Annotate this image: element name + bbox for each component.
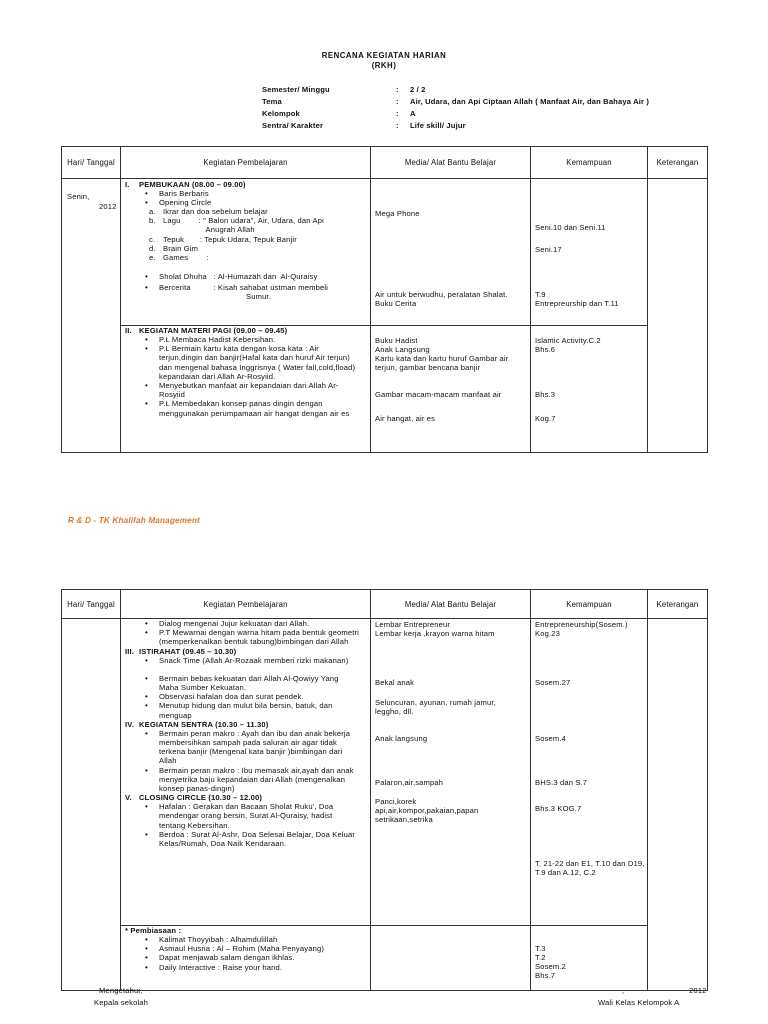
list-item: • P.L Membaca Hadist Kebersihan. xyxy=(159,335,360,344)
media-cell xyxy=(371,926,531,991)
meta-label: Sentra/ Karakter xyxy=(262,121,324,130)
table-row xyxy=(62,179,708,326)
media-item: Air untuk berwudhu, peralatan Shalat. xyxy=(375,290,508,299)
kemampuan-item: Bhs.6 xyxy=(535,345,556,354)
table-header-row xyxy=(62,147,708,179)
header-cell: Media/ Alat Bantu Belajar xyxy=(371,147,531,179)
day-year: 2012 xyxy=(99,202,117,211)
header-cell: Kemampuan xyxy=(531,147,648,179)
kemampuan-item: Bhs.3 KOG.7 xyxy=(535,804,582,813)
sub-list xyxy=(121,207,370,262)
section-heading: IV. KEGIATAN SENTRA (10.30 – 11.30) xyxy=(125,719,269,729)
media-item: Buku Cerita xyxy=(375,299,417,308)
meta-label: Tema xyxy=(262,97,282,106)
kemampuan-item: Sosem.2 xyxy=(535,962,567,971)
header-cell: Keterangan xyxy=(648,590,708,619)
list-item: • Menyebutkan manfaat air kepandaian dari Allah Ar-Rosyiid xyxy=(159,381,360,399)
header-cell: Keterangan xyxy=(648,147,708,179)
header-cell: Kegiatan Pembelajaran xyxy=(121,590,371,619)
media-item: Lembar Entrepreneur xyxy=(375,620,451,629)
document-subtitle: (RKH) xyxy=(371,61,397,70)
header-cell: Kemampuan xyxy=(531,590,648,619)
keterangan-cell xyxy=(648,179,708,453)
activity-cell xyxy=(121,179,371,326)
footer-year: 2012 xyxy=(689,986,707,995)
activity-cell xyxy=(121,926,371,991)
list-item: • Asmaul Husna : Al – Rohim (Maha Penyayang) xyxy=(159,944,370,953)
kemampuan-cell xyxy=(531,926,648,991)
sub-item: Anugrah Allah xyxy=(163,225,255,235)
list-item: • P.L Bermain kartu kata dengan kosa kata : Air terjun,dingin dan banjir(Hafal kata dan huruf Air terjun) dan mengenal bahasa Inggrisnya ( Water fall,cold,fload) kepandaian dari Allah Ar-Rosyiid. xyxy=(159,344,360,381)
kemampuan-cell xyxy=(531,179,648,326)
section-heading: II. KEGIATAN MATERI PAGI (09.00 – 09.45) xyxy=(125,326,288,335)
meta-value: Air, Udara, dan Api Ciptaan Allah ( Manfaat Air, dan Bahaya Air ) xyxy=(410,97,650,106)
kemampuan-item: Bhs.3 xyxy=(535,390,556,399)
meta-colon: : xyxy=(396,97,399,106)
list-item: • Bermain peran makro : Ibu memasak air,ayah dan anak menyetrika baju kepandaian dari Allah (mengenalkan konsep panas-dingin) xyxy=(159,766,360,794)
sub-item: a. Ikrar dan doa sebelum belajar xyxy=(149,207,268,216)
list-item: • Hafalan : Gerakan dan Bacaan Sholat Ruku', Doa mendengar orang bersin, Surat Al-Quraisy, hadist tentang Kebersihan. xyxy=(159,802,360,830)
kemampuan-item: T.3 xyxy=(535,944,546,953)
list-item: • P.T Mewarnai dengan warna hitam pada bentuk geometri (memperkenalkan bentuk tabung)bimbingan dari Allah xyxy=(159,628,360,646)
day-cell xyxy=(62,619,121,991)
footer-kepala-sekolah: Kepala sekolah xyxy=(94,998,149,1007)
continuation-text: Sumur. xyxy=(246,292,271,302)
header-cell: Hari/ Tanggal xyxy=(62,147,121,179)
day-cell xyxy=(62,179,121,453)
table-header-row xyxy=(62,590,708,619)
section-heading: I. PEMBUKAAN (08.00 – 09.00) xyxy=(125,180,246,189)
media-cell xyxy=(371,619,531,926)
media-item: Palaron,air,sampah xyxy=(375,778,444,787)
list-item: • Daily Interactive : Raise your hand. xyxy=(159,963,370,972)
rkh-table-2 xyxy=(61,589,708,991)
meta-colon: : xyxy=(396,109,399,118)
list-item: • Bercerita : Kisah sahabat ustman membeli xyxy=(159,283,370,292)
kemampuan-item: T.2 xyxy=(535,953,546,962)
kemampuan-item: Bhs.7 xyxy=(535,971,556,980)
kemampuan-item: Sosem.4 xyxy=(535,734,567,743)
media-item: Seluncuran, ayunan, rumah jamur, leggho, dll. xyxy=(375,698,496,717)
table-row xyxy=(62,326,708,453)
list-item: • Menutup hidung dan mulut bila bersin, batuk, dan menguap xyxy=(159,701,360,719)
list-item: • Dapat menjawab salam dengan ikhlas. xyxy=(159,953,370,962)
list-item: • Snack Time (Allah Ar-Rozaak memberi rizki makanan) xyxy=(159,656,360,665)
media-item: Lembar kerja ,krayon warna hitam xyxy=(375,629,495,638)
list-item: • Opening Circle xyxy=(159,198,370,207)
list-item: • P.L Membedakan konsep panas dingin dengan menggunakan perumpamaan air hangat dengan air es xyxy=(159,399,360,417)
list-item: • Dialog mengenai Jujur kekuatan dari Allah. xyxy=(159,619,360,628)
media-item: Gambar macam-macam manfaat air xyxy=(375,390,502,399)
kemampuan-item: Sosem.27 xyxy=(535,678,571,687)
meta-label: Semester/ Minggu xyxy=(262,85,330,94)
section-heading: V. CLOSING CIRCLE (10.30 – 12.00) xyxy=(125,793,263,803)
kemampuan-item: Kog.7 xyxy=(535,414,556,423)
meta-label: Kelompok xyxy=(262,109,300,118)
media-cell xyxy=(371,179,531,326)
sub-item: c. Tepuk : Tepuk Udara, Tepuk Banjir xyxy=(149,234,297,244)
kemampuan-item: Islamic Activity.C.2 xyxy=(535,336,601,345)
kemampuan-item: Seni.10 dan Seni.11 xyxy=(535,223,606,232)
pembiasaan-heading: * Pembiasaan : xyxy=(125,926,182,935)
list-item: • Kalimat Thoyyibah : Alhamdulillah xyxy=(159,935,370,944)
kemampuan-item: Seni.17 xyxy=(535,245,562,254)
footer-mengetahui: Mengetahui, xyxy=(99,986,143,995)
kemampuan-item: BHS.3 dan S.7 xyxy=(535,778,588,787)
kemampuan-cell xyxy=(531,326,648,453)
media-item: Bekal anak xyxy=(375,678,415,687)
sub-item: d. Brain Gim xyxy=(149,243,199,253)
media-item: Kartu kata dan kartu huruf Gambar air terjun, gambar bencana banjir xyxy=(375,354,509,373)
meta-value: A xyxy=(410,109,416,118)
header-cell: Media/ Alat Bantu Belajar xyxy=(371,590,531,619)
list-item: • Observasi hafalan doa dan surat pendek. xyxy=(159,692,360,701)
kemampuan-item: Kog.23 xyxy=(535,629,560,638)
list-item: • Berdoa : Surat Al-Ashr, Doa Selesai Belajar, Doa Keluar Kelas/Rumah, Doa Naik Kendaraan. xyxy=(159,830,360,848)
table-row xyxy=(62,619,708,926)
kemampuan-item: T. 21-22 dan E1, T.10 dan D19, T.9 dan A.12, C.2 xyxy=(535,859,645,878)
media-item: Anak Langsung xyxy=(375,345,430,354)
footer-wali-kelas: Wali Kelas Kelompok A xyxy=(598,998,680,1007)
media-cell xyxy=(371,326,531,453)
keterangan-cell xyxy=(648,619,708,991)
media-item: Panci,korek api,air,kompor,pakaian,papan setrikaan,setrika xyxy=(375,797,479,825)
meta-colon: : xyxy=(396,85,399,94)
rkh-table-1 xyxy=(61,146,708,453)
media-item: Air hangat, air es xyxy=(375,414,436,423)
list-item: • Sholat Dhuha : Al-Humazah dan Al-Quraisy xyxy=(159,272,370,281)
media-item: Anak langsung xyxy=(375,734,428,743)
header-cell: Kegiatan Pembelajaran xyxy=(121,147,371,179)
header-cell: Hari/ Tanggal xyxy=(62,590,121,619)
meta-value: 2 / 2 xyxy=(410,85,426,94)
meta-value: Life skill/ Jujur xyxy=(410,121,466,130)
kemampuan-item: Entrepreneurship(Sosem.) xyxy=(535,620,628,629)
kemampuan-item: Entrepreurship dan T.11 xyxy=(535,299,619,308)
kemampuan-cell xyxy=(531,619,648,926)
day-label: Senin, xyxy=(67,192,90,201)
section-heading: III. ISTIRAHAT (09.45 – 10.30) xyxy=(125,646,237,656)
list-item: • Bermain peran makro : Ayah dan ibu dan anak bekerja membersihkan sampah pada saluran air agar tidak terkena banjir (Mengenal kata banjir )bimbingan dari Allah xyxy=(159,729,360,766)
document-title: RENCANA KEGIATAN HARIAN xyxy=(321,51,447,60)
brand-footer: R & D - TK Khalifah Management xyxy=(68,516,200,525)
media-item: Buku Hadist xyxy=(375,336,418,345)
list-item: • Bermain bebas kekuatan dari Allah Al-Qowiyy Yang Maha Sumber Kekuatan. xyxy=(159,674,360,692)
kemampuan-item: T.9 xyxy=(535,290,546,299)
meta-colon: : xyxy=(396,121,399,130)
list-item: • Baris Berbaris xyxy=(159,189,370,198)
sub-item: b. Lagu : " Balon udara", Air, Udara, dan Api xyxy=(149,216,324,226)
activity-cell xyxy=(121,326,371,453)
table-row xyxy=(62,926,708,991)
sub-item: e. Games : xyxy=(149,253,209,263)
footer-comma: , xyxy=(622,986,625,995)
media-item: Mega Phone xyxy=(375,209,420,218)
activity-cell xyxy=(121,619,371,926)
